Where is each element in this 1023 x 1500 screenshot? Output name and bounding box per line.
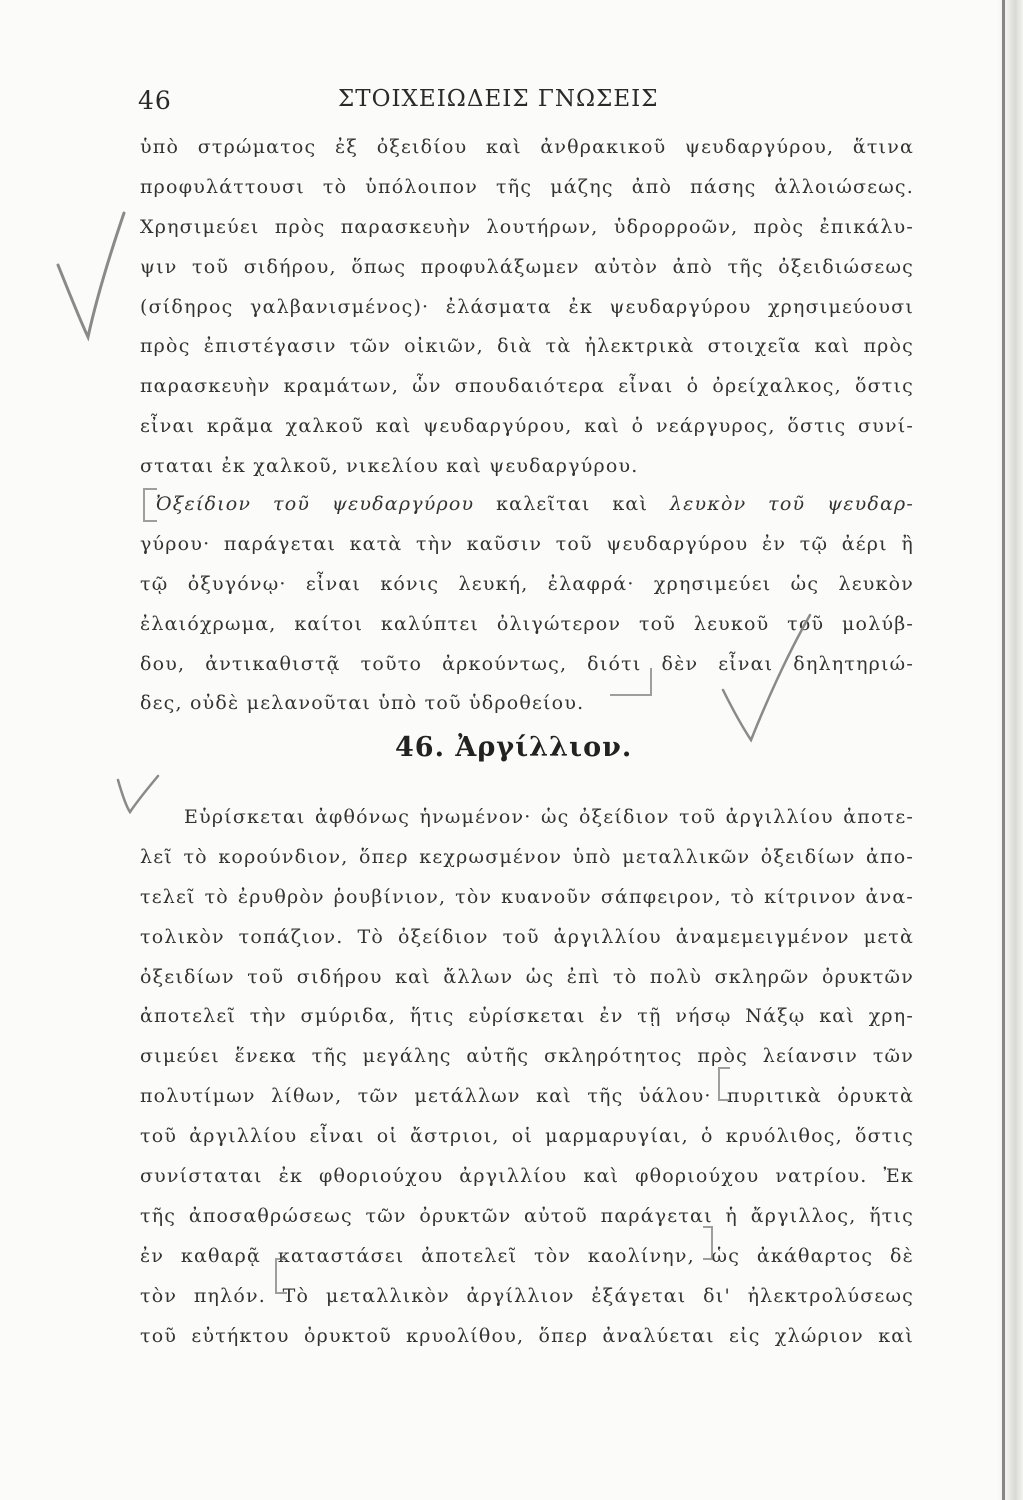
- pencil-bracket-icon: [143, 488, 157, 522]
- text-line: πολυτίμων λίθων, τῶν μετάλλων καὶ τῆς ὑάλου· πυριτικὰ ὀρυκτὰ: [140, 1085, 914, 1108]
- text-line: ὀξειδίων τοῦ σιδήρου καὶ ἄλλων ὡς ἐπὶ τὸ πολὺ σκληρῶν ὀρυκτῶν: [140, 965, 914, 988]
- text-line: παρασκευὴν κραμάτων, ὧν σπουδαιότερα εἶναι ὁ ὀρείχαλκος, ὅστις: [140, 375, 914, 398]
- paragraph-aluminium: [140, 798, 914, 1356]
- running-title: ΣΤΟΙΧΕΙΩΔΕΙΣ ΓΝΩΣΕΙΣ: [338, 86, 659, 112]
- text-line: δες, οὐδὲ μελανοῦται ὑπὸ τοῦ ὑδροθείου.: [140, 692, 585, 715]
- page-number: 46: [138, 86, 172, 115]
- paragraph-zinc-uses: [140, 128, 914, 487]
- pencil-bracket-icon: [703, 1226, 713, 1260]
- text-line-lead: [140, 485, 914, 525]
- text-line: σταται ἐκ χαλκοῦ, νικελίου καὶ ψευδαργύρου.: [140, 455, 639, 478]
- pencil-bracket-icon: [718, 1067, 730, 1101]
- text-line: ψιν τοῦ σιδήρου, ὅπως προφυλάξωμεν αὐτὸν ἀπὸ τῆς ὀξειδιώσεως: [140, 255, 914, 278]
- text-line: ἐν καθαρᾷ καταστάσει ἀποτελεῖ τὸν καολίνην, ὡς ἀκάθαρτος δὲ: [140, 1244, 914, 1267]
- text-line: τοῦ εὐτήκτου ὀρυκτοῦ κρυολίθου, ὅπερ ἀναλύεται εἰς χλώριον καὶ: [140, 1324, 914, 1347]
- pencil-bracket-icon: [275, 1258, 287, 1294]
- text-line: τῆς ἀποσαθρώσεως τῶν ὀρυκτῶν αὐτοῦ παράγεται ἡ ἄργιλλος, ἥτις: [140, 1204, 914, 1227]
- running-head: [138, 86, 918, 126]
- page-edge: [997, 0, 1023, 1500]
- text-line: (σίδηρος γαλβανισμένος)· ἐλάσματα ἐκ ψευδαργύρου χρησιμεύουσι: [140, 295, 914, 318]
- lead-text: καλεῖται καὶ: [474, 493, 670, 515]
- text-line: προφυλάττουσι τὸ ὑπόλοιπον τῆς μάζης ἀπὸ πάσης ἀλλοιώσεως.: [140, 175, 914, 198]
- text-line: λεῖ τὸ κορούνδιον, ὅπερ κεχρωσμένον ὑπὸ μεταλλικῶν ὀξειδίων ἀπο-: [140, 845, 914, 868]
- text-line: τελεῖ τὸ ἐρυθρὸν ῥουβίνιον, τὸν κυανοῦν σάπφειρον, τὸ κίτρινον ἀνα-: [140, 885, 914, 908]
- text-line: ὑπὸ στρώματος ἐξ ὀξειδίου καὶ ἀνθρακικοῦ ψευδαργύρου, ἅτινα: [140, 136, 914, 158]
- section-heading: 46. Ἀργίλλιον.: [395, 732, 633, 763]
- term-italic: Ὀξείδιον τοῦ ψευδαργύρου: [156, 493, 475, 515]
- pencil-checkmark-icon: [50, 205, 130, 345]
- text-line: εἶναι κρᾶμα χαλκοῦ καὶ ψευδαργύρου, καὶ ὁ νεάργυρος, ὅστις συνί-: [140, 415, 914, 438]
- text-line: δου, ἀντικαθιστᾷ τοῦτο ἀρκούντως, διότι δὲν εἶναι δηλητηριώ-: [140, 652, 914, 675]
- paragraph-zinc-oxide: [140, 485, 914, 724]
- text-line: τῷ ὀξυγόνῳ· εἶναι κόνις λευκή, ἐλαφρά· χρησιμεύει ὡς λευκὸν: [140, 572, 914, 595]
- text-line: πρὸς ἐπιστέγασιν τῶν οἰκιῶν, διὰ τὰ ἠλεκτρικὰ στοιχεῖα καὶ πρὸς: [140, 335, 914, 358]
- text-line: τολικὸν τοπάζιον. Τὸ ὀξείδιον τοῦ ἀργιλλίου ἀναμεμειγμένον μετὰ: [140, 925, 914, 948]
- term-italic-2: λευκὸν τοῦ ψευδαρ-: [669, 493, 915, 515]
- text-line: ἀποτελεῖ τὴν σμύριδα, ἥτις εὑρίσκεται ἐν τῇ νήσῳ Νάξῳ καὶ χρη-: [140, 1005, 914, 1028]
- page-edge-line: [1002, 0, 1005, 1500]
- text-line: Χρησιμεύει πρὸς παρασκευὴν λουτήρων, ὑδρορροῶν, πρὸς ἐπικάλυ-: [140, 215, 914, 238]
- pencil-bracket-icon: [610, 668, 652, 696]
- text-line: τὸν πηλόν. Τὸ μεταλλικὸν ἀργίλλιον ἐξάγεται δι' ἠλεκτρολύσεως: [140, 1284, 914, 1307]
- text-line: σιμεύει ἕνεκα τῆς μεγάλης αὐτῆς σκληρότητος πρὸς λείανσιν τῶν: [140, 1045, 914, 1068]
- text-line: γύρου· παράγεται κατὰ τὴν καῦσιν τοῦ ψευδαργύρου ἐν τῷ ἀέρι ἢ: [140, 532, 914, 555]
- text-line: συνίσταται ἐκ φθοριούχου ἀργιλλίου καὶ φθοριούχου νατρίου. Ἐκ: [140, 1165, 914, 1188]
- text-line: Εὑρίσκεται ἀφθόνως ἡνωμένον· ὡς ὀξείδιον τοῦ ἀργιλλίου ἀποτε-: [184, 806, 914, 828]
- text-line: ἐλαιόχρωμα, καίτοι καλύπτει ὀλιγώτερον τοῦ λευκοῦ τοῦ μολύβ-: [140, 612, 914, 635]
- text-line: τοῦ ἀργιλλίου εἶναι οἱ ἄστριοι, οἱ μαρμαρυγίαι, ὁ κρυόλιθος, ὅστις: [140, 1125, 914, 1148]
